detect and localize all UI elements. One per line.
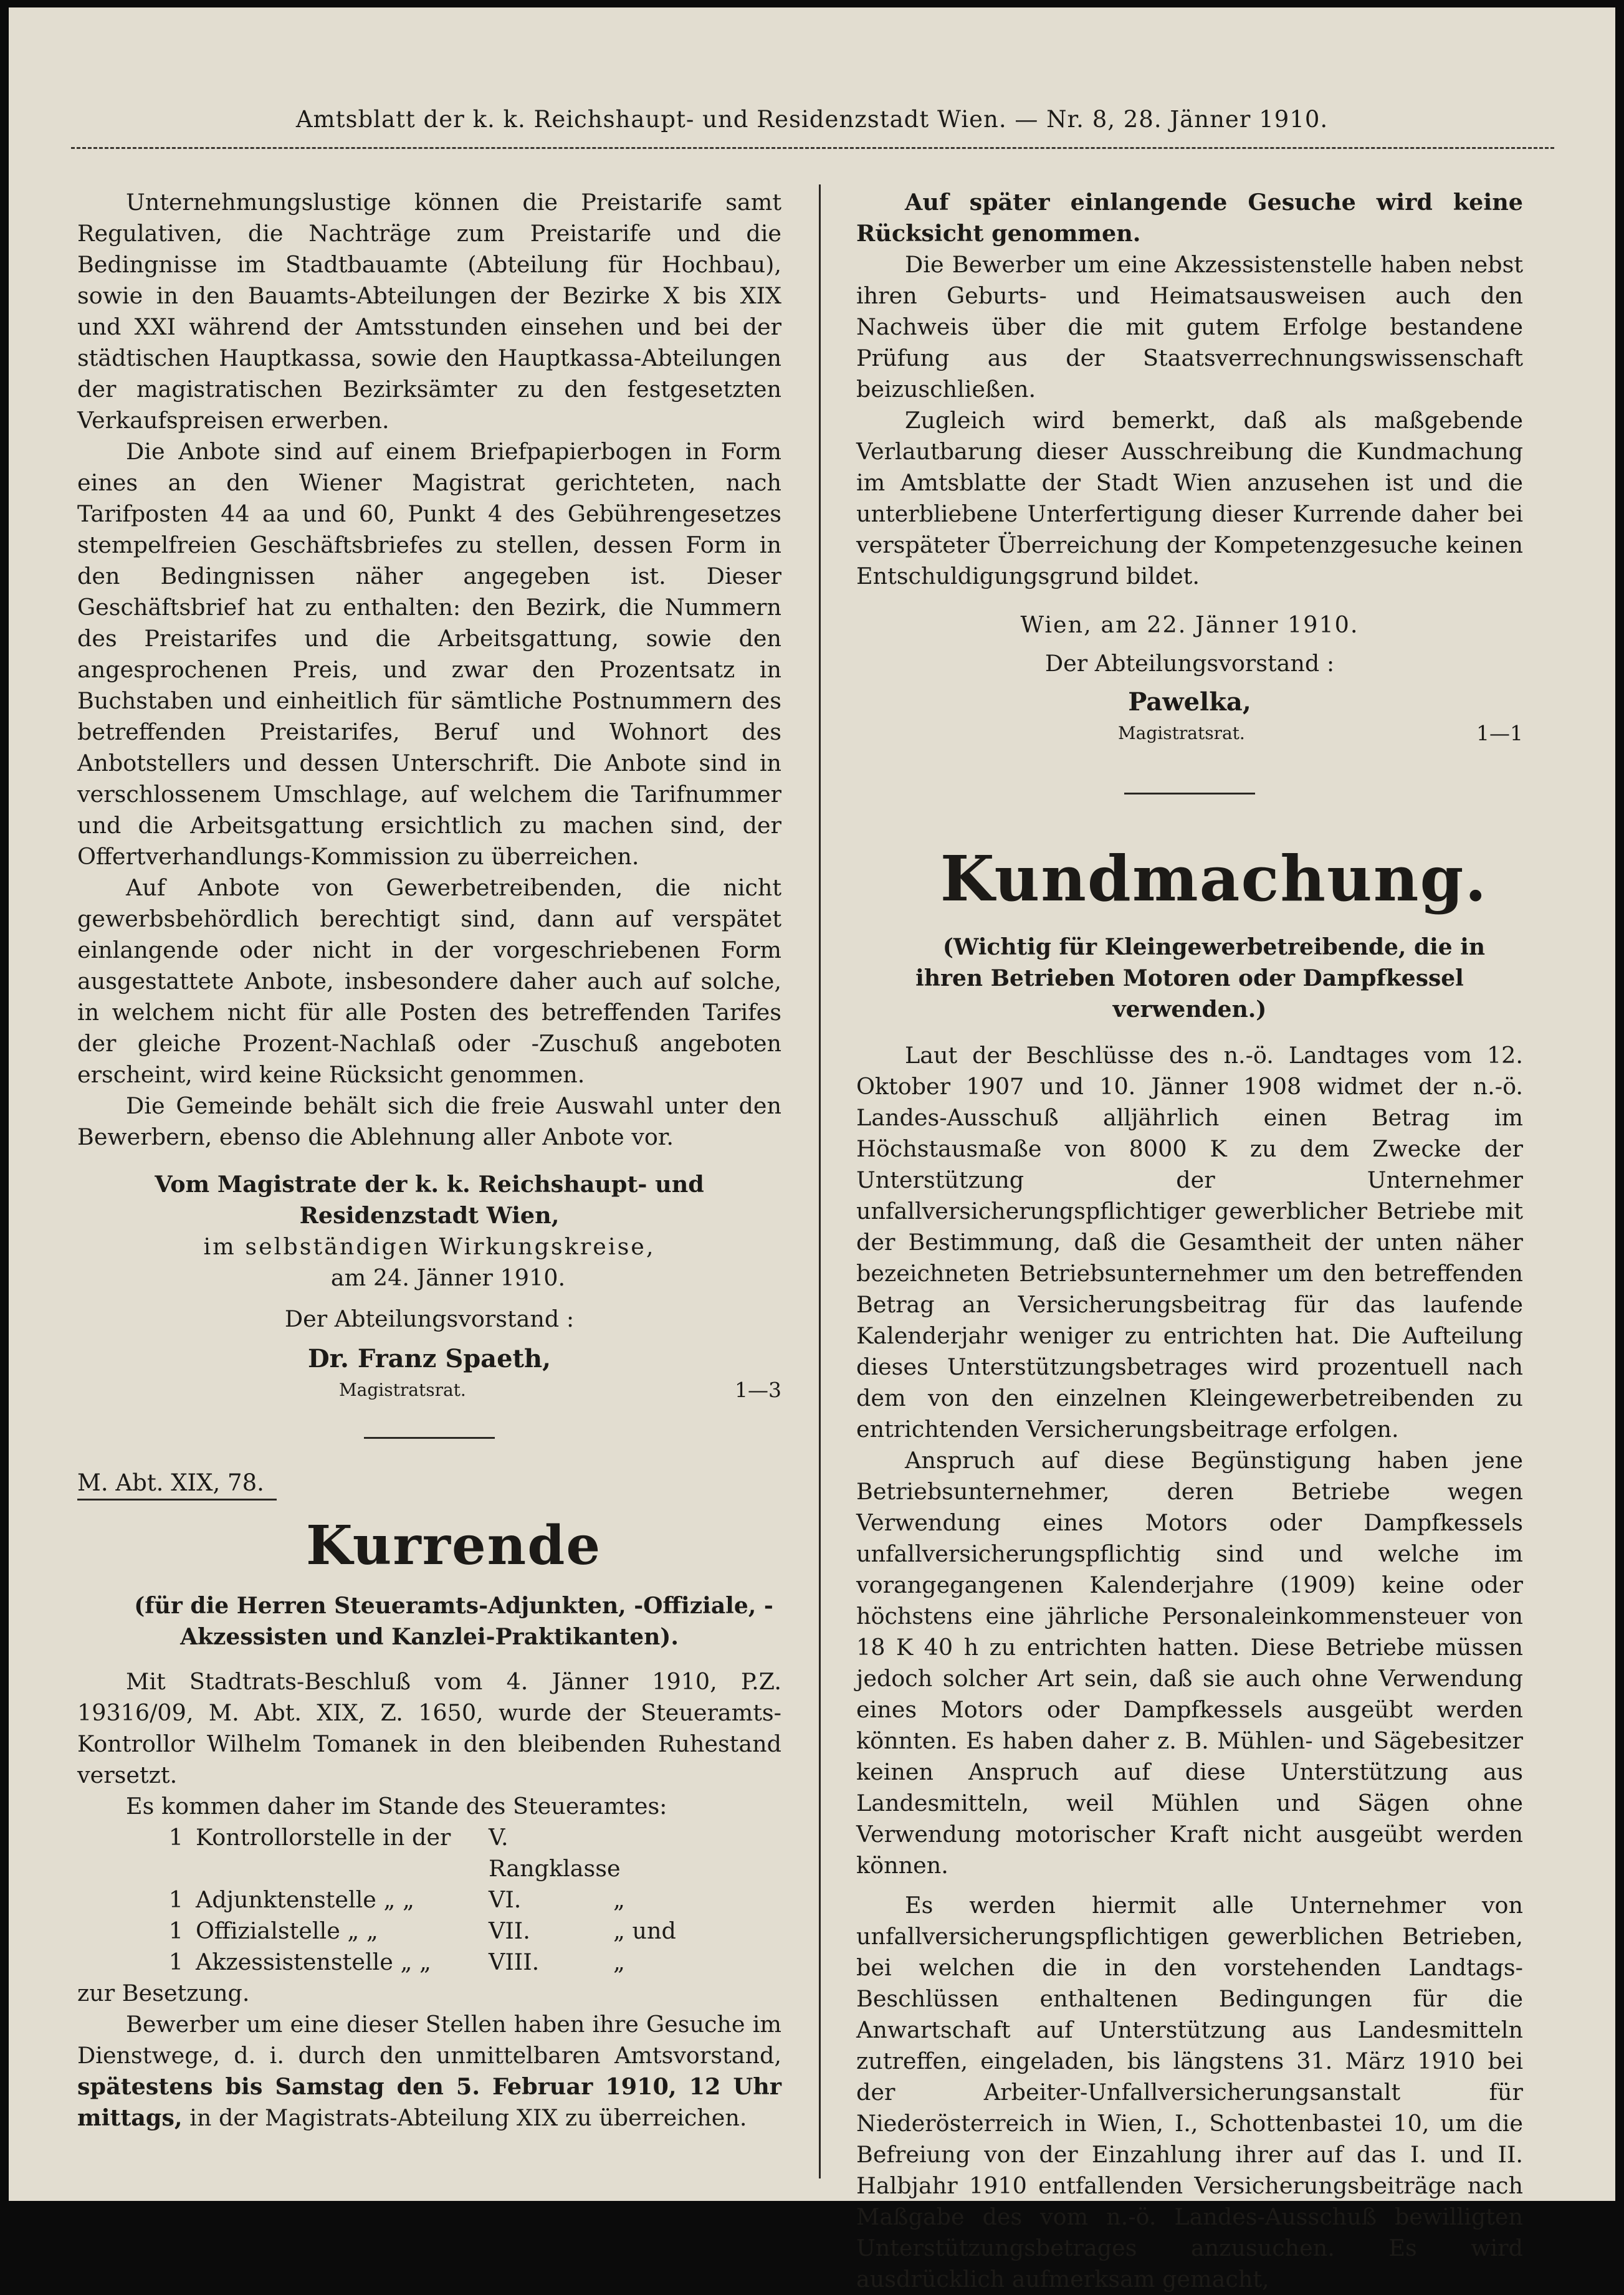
paragraph: Die Anbote sind auf einem Briefpapierbogen in Form eines an den Wiener Magistrat gerichteten, nach Tarifposten 44 aa und 60, Punkt 4 des Gebührengesetzes stempelfreien Geschäftsbriefes zu stellen, dessen Form in den Bedingnissen näher angegeben ist. Dieser Geschäftsbrief hat zu enthalten: den Bezirk, die Nummern des Preistarifes und die Arbeitsgattung, sowie den angesprochenen Preis, und zwar den Prozentsatz in Buchstaben und einheitlich für sämtliche Postnummern des betreffenden Preistarifes, Beruf und Wohnort des Anbotstellers und dessen Unterschrift. Die Anbote sind in verschlossenem Umschlage, auf welchem die Tarifnummer und die Arbeitsgattung ersichtlich zu machen sind, der Offertverhandlungs-Kommission zu überreichen. [77,438,781,870]
rank-class: V. Rangklasse [489,1824,621,1882]
rank-class: VII. [489,1917,530,1944]
issue-number: 1—3 [735,1378,781,1402]
rank-count: 1 [168,1949,183,1975]
kurrende-subtitle: (für die Herren Steueramts-Adjunkten, -Offiziale, -Akzessisten und Kanzlei-Praktikanten). [134,1593,773,1650]
rank-row [77,1947,781,1978]
kundmachung-title: Kundmachung. [940,842,1488,915]
issuer-line: Vom Magistrate der k. k. Reichshaupt- und Residenzstadt Wien, [155,1171,704,1229]
signature-name-row [77,1343,781,1375]
signatory-title: Der Abteilungsvorstand : [1044,650,1335,677]
header-rule [71,147,1554,149]
rank-count: 1 [168,1824,183,1851]
signatory-title: Der Abteilungsvorstand : [284,1305,575,1332]
deadline-text: spätestens bis Samstag den 5. Februar 1910, 12 Uhr mittags, [77,2073,781,2131]
newspaper-page [9,7,1615,2293]
paragraph: Die Bewerber um eine Akzessistenstelle haben nebst ihren Geburts- und Heimatsausweisen auch den Nachweis über die mit gutem Erfolge bestandene Prüfung aus der Staatsverrechnungswissenschaft beizuschließen. [856,251,1523,403]
section-divider [364,1437,495,1439]
running-head: Amtsblatt der k. k. Reichshaupt- und Residenzstadt Wien. — Nr. 8, 28. Jänner 1910. [295,106,1329,133]
abt-reference-row [77,1467,781,1501]
rank-extra [613,1822,688,1884]
rank-class: VIII. [489,1949,540,1975]
right-column [856,187,1523,2295]
section-divider [1124,793,1255,794]
rank-position: Offizialstelle „ „ [196,1917,378,1944]
paragraph: Auf später einlangende Gesuche wird keine Rücksicht genommen. [856,189,1523,247]
abt-reference: M. Abt. XIX, 78. [77,1467,277,1501]
rank-class: VI. [489,1886,522,1913]
left-column [77,187,781,2134]
signature-name: Dr. Franz Spaeth, [307,1344,552,1373]
rank-position: Akzessistenstelle „ „ [196,1949,431,1975]
signature-title: Magistratsrat. [1118,723,1245,743]
paragraph: Die Gemeinde behält sich die freie Auswahl unter den Bewerbern, ebenso die Ablehnung aller Anbote vor. [77,1092,781,1150]
rank-count: 1 [168,1917,183,1944]
date-line: am 24. Jänner 1910. [330,1264,566,1291]
signature-row [856,718,1523,749]
issuer-line: im selbständigen Wirkungskreise, [203,1233,656,1260]
paragraph: Mit Stadtrats-Beschluß vom 4. Jänner 1910, P.Z. 19316/09, M. Abt. XIX, Z. 1650, wurde der Steueramts-Kontrollor Wilhelm Tomanek in den bleibenden Ruhestand versetzt. [77,1668,781,1788]
paragraph: Auf Anbote von Gewerbetreibenden, die nicht gewerbsbehördlich berechtigt sind, dann auf verspätet einlangende oder nicht in der vorgeschriebenen Form ausgestattete Anbote, insbesondere daher auch auf solche, in welchem nicht für alle Posten des betreffenden Tarifes der gleiche Prozent-Nachlaß oder -Zuschuß angeboten erscheint, wird keine Rücksicht genommen. [77,874,781,1088]
paragraph-text: Bewerber um eine dieser Stellen haben ihre Gesuche im Dienstwege, d. i. durch den unmittelbaren Amtsvorstand, [77,2011,781,2069]
rank-extra: „ und [613,1917,676,1944]
rank-row [77,1822,781,1884]
signature-row [77,1375,781,1406]
rank-row [77,1884,781,1916]
paragraph: Zugleich wird bemerkt, daß als maßgebende Verlautbarung dieser Ausschreibung die Kundmachung im Amtsblatte der Stadt Wien anzusehen ist und die unterbliebene Unterfertigung dieser Kurrende daher bei verspäteter Überreichung der Kompetenzgesuche keinen Entschuldigungsgrund bildet. [856,407,1523,589]
paragraph: Unternehmungslustige können die Preistarife samt Regulativen, die Nachträge zum Preistarife und die Bedingnisse im Stadtbauamte (Abteilung für Hochbau), sowie in den Bauamts-Abteilungen der Bezirke X bis XIX und XXI während der Amtsstunden einsehen und bei der städtischen Hauptkassa, sowie den Hauptkassa-Abteilungen der magistratischen Bezirksämter zu den festgesetzten Verkaufspreisen erwerben. [77,189,781,434]
kundmachung-subtitle: (Wichtig für Kleingewerbetreibende, die in ihren Betrieben Motoren oder Dampfkessel verwenden.) [915,934,1486,1023]
kurrende-title: Kurrende [305,1514,602,1577]
rank-row [77,1916,781,1947]
paragraph: Anspruch auf diese Begünstigung haben jene Betriebsunternehmer, deren Betriebe wegen Verwendung eines Motors oder Dampfkessels unfallversicherungspflichtig sind und welche im vorangegangenen Kalenderjahre (1909) keine oder höchstens eine jährliche Personaleinkommensteuer von 18 K 40 h zu entrichten hatten. Diese Betriebe müssen jedoch solcher Art sein, daß sie auch ohne Verwendung eines Motors oder Dampfkessels ausgeübt werden könnten. Es haben daher z. B. Mühlen- und Sägebesitzer keinen Anspruch auf diese Unterstützung aus Landesmitteln, weil Mühlen und Sägen ohne Verwendung motorischer Kraft nicht ausgeübt werden können. [856,1447,1523,1879]
rank-position: Kontrollorstelle in der [196,1824,451,1851]
date-line: Wien, am 22. Jänner 1910. [1020,611,1359,638]
paragraph-text: in der Magistrats-Abteilung XIX zu überreichen. [189,2104,747,2131]
rank-extra: „ [613,1949,625,1975]
rank-position: Adjunktenstelle „ „ [196,1886,414,1913]
signature-name: Pawelka, [1128,687,1251,717]
rank-count: 1 [168,1886,183,1913]
paragraph: Laut der Beschlüsse des n.-ö. Landtages vom 12. Oktober 1907 und 10. Jänner 1908 widmet der n.-ö. Landes-Ausschuß alljährlich einen Betrag im Höchstausmaße von 8000 K zu dem Zwecke der Unterstützung der Unternehmer unfallversicherungspflichtiger gewerblicher Betriebe mit der Bestimmung, daß die Gesamtheit der unten näher bezeichneten Betriebsunternehmer um den betreffenden Betrag an Versicherungsbeitrag für das laufende Kalenderjahr weniger zu entrichten hat. Die Aufteilung dieses Unterstützungsbetrages wird prozentuell nach dem von den einzelnen Kleingewerbetreibenden zu entrichtenden Versicherungsbeitrage erfolgen. [856,1042,1523,1443]
rank-extra: „ [613,1886,625,1913]
paragraph: Es kommen daher im Stande des Steueramtes: [126,1793,667,1820]
signature-name-row [856,687,1523,718]
paragraph: Es werden hiermit alle Unternehmer von unfallversicherungspflichtigen gewerblichen Betrieben, bei welchen die in den vorstehenden Landtags-Beschlüssen enthaltenen Bedingungen für die Anwartschaft auf Unterstützung aus Landesmitteln zutreffen, eingeladen, bis längstens 31. März 1910 bei der Arbeiter-Unfallversicherungsanstalt für Niederösterreich in Wien, I., Schottenbastei 10, um die Befreiung von der Einzahlung ihrer auf das I. und II. Halbjahr 1910 entfallenden Versicherungsbeiträge nach Maßgabe des vom n.-ö. Landes-Ausschuß bewilligten Unterstützungsbetrages anzusuchen. Es wird ausdrücklich aufmerksam gemacht, [856,1892,1523,2293]
signature-title: Magistratsrat. [339,1380,466,1400]
column-divider [819,184,821,2178]
rank-list [77,1822,781,1978]
paragraph: zur Besetzung. [77,1980,250,2006]
paragraph [77,2009,781,2134]
issue-number: 1—1 [1476,721,1523,745]
